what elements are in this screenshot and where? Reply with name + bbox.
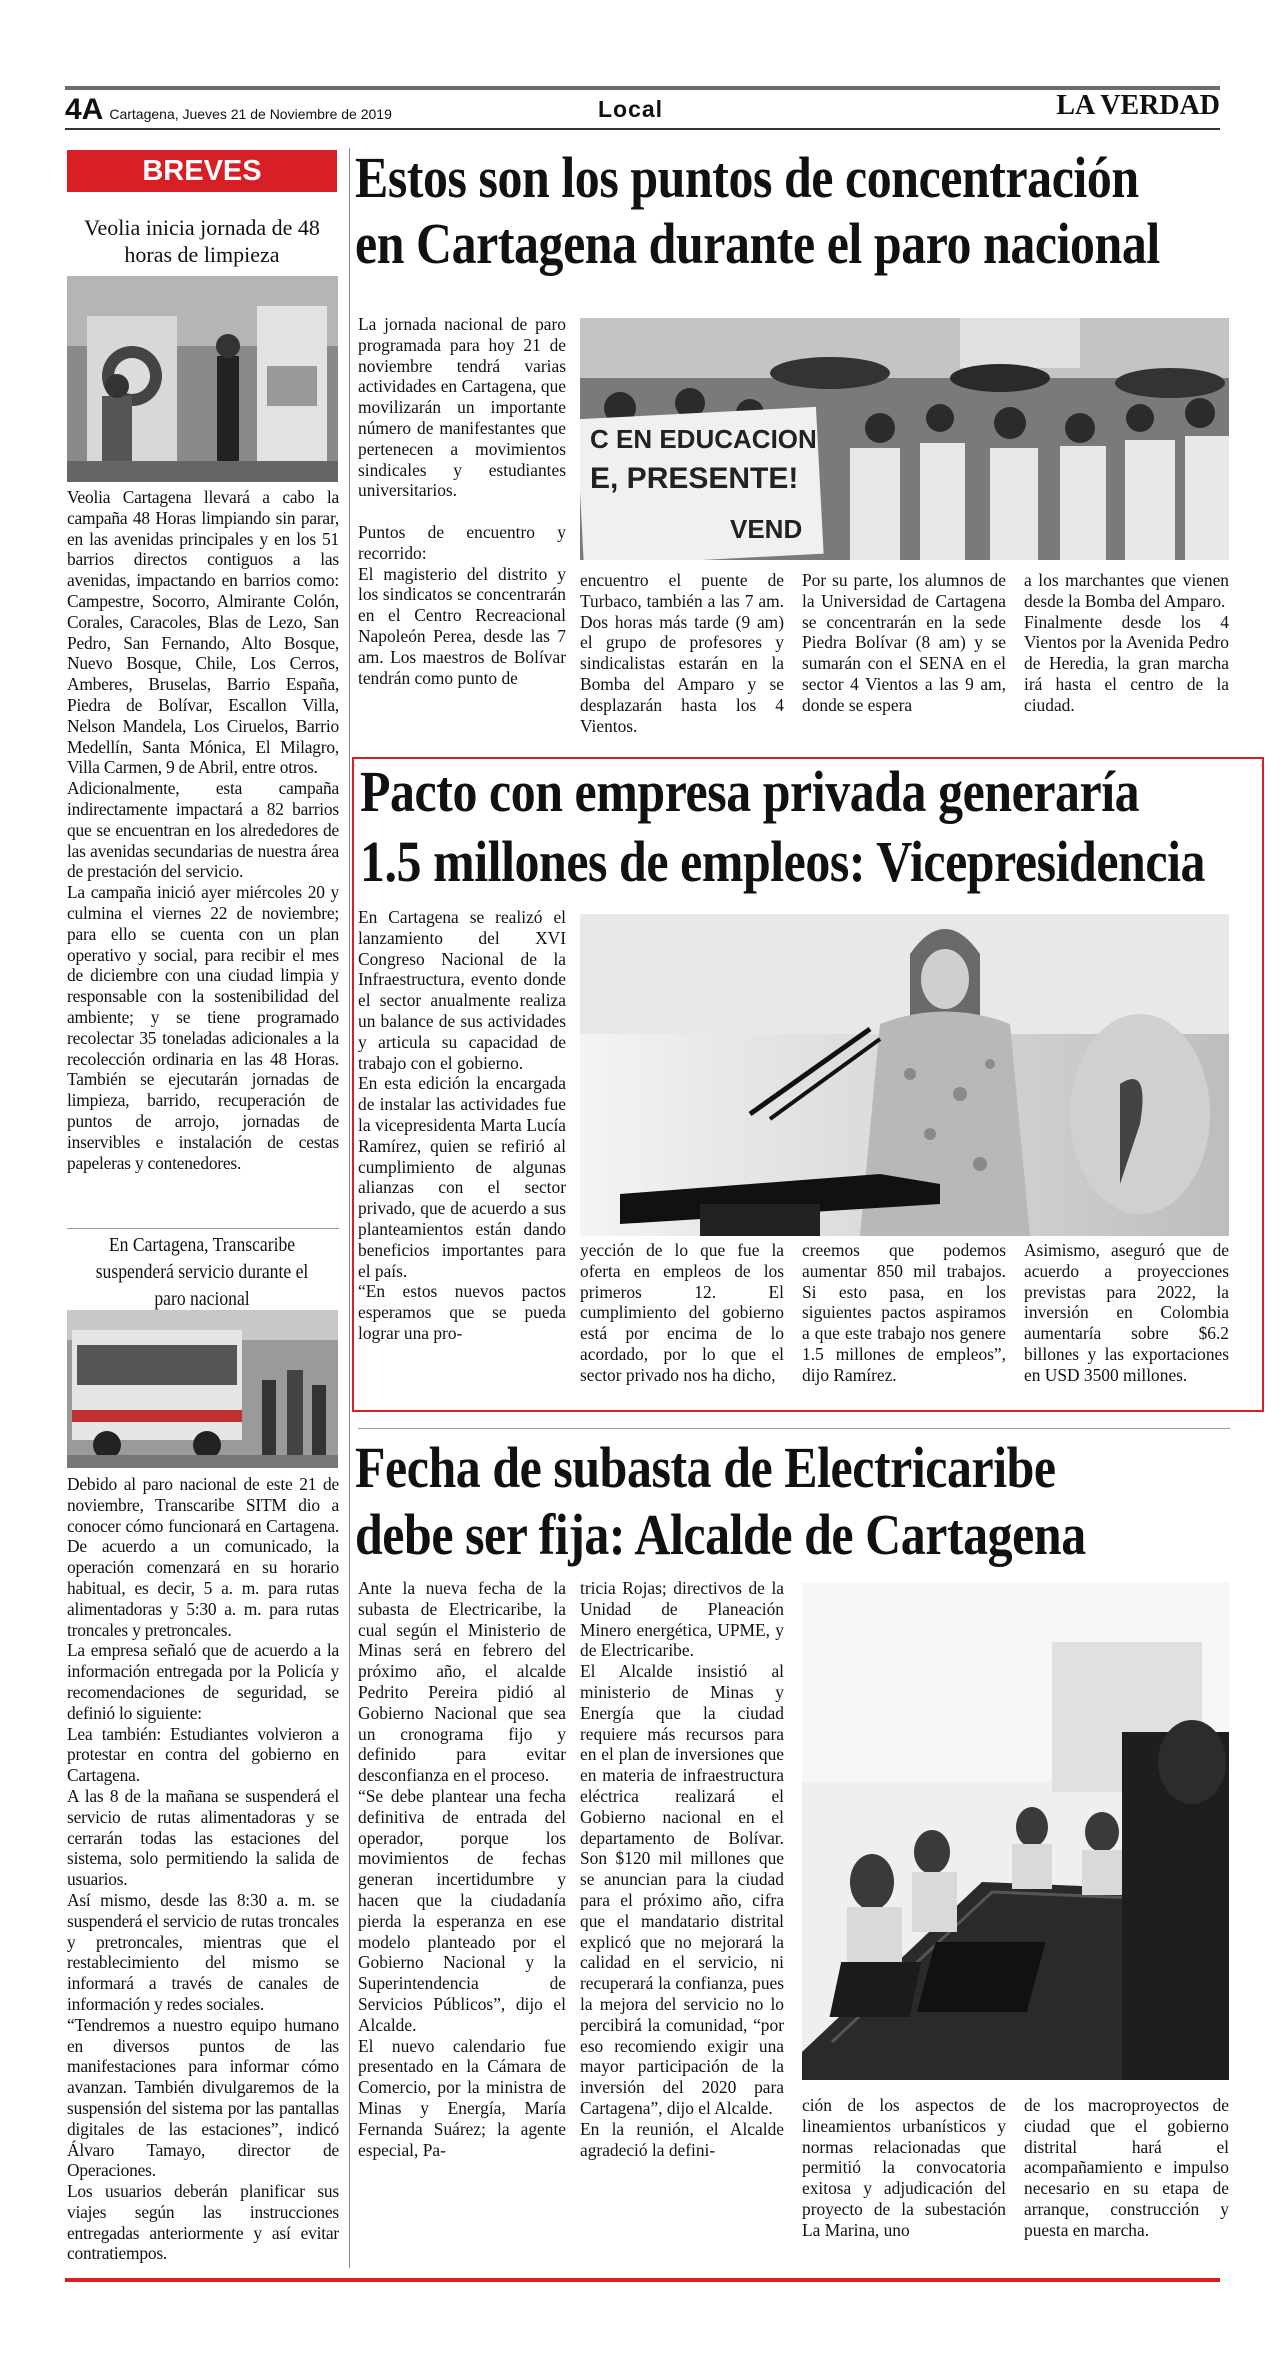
date-text: Cartagena, Jueves 21 de Noviembre de 2019 bbox=[109, 106, 392, 122]
banner-text-3: VEND bbox=[730, 514, 803, 544]
brief-2-title: En Cartagena, Transcaribe suspenderá servicio durante el paro nacional bbox=[95, 1234, 309, 1310]
newspaper-name: LA VERDAD bbox=[1056, 90, 1220, 121]
banner-text-2: E, PRESENTE! bbox=[590, 462, 799, 495]
article-3-lead-column: Ante la nueva fecha de la subasta de Electricaribe, la cual según el Ministerio de Minas será en febrero del próximo año, el alcalde Pedrito Pereira pidió al Gobierno Nacional que sea un cronograma fijo y definido para evitar desconfianza en el proceso. “Se debe plantear una fecha definitiva de entrada del operador, porque los movimientos de fechas generan incertidumbre y hacen que la ciudadanía pierda la esperanza en ese modelo planteado por el Gobierno Nacional y la Superintendencia de Servicios Públicos”, dijo el Alcalde. El nuevo calendario fue presentado en la Cámara de Comercio, por la ministra de Minas y Energía, María Fernanda Suárez; la agente especial, Pa- bbox=[358, 1578, 566, 2160]
section-label: Local bbox=[598, 96, 664, 122]
article-3-column-4: de los macroproyectos de ciudad que el gobierno distrital hará el acompañamiento e impulso necesario en su etapa de arranque, construcción y puesta en marcha. bbox=[1024, 2095, 1229, 2240]
brief-1-photo bbox=[67, 276, 338, 482]
page-number: 4A bbox=[65, 93, 104, 126]
header-rule bbox=[65, 128, 1220, 130]
article-2-column-4: Asimismo, aseguró que de acuerdo a proyecciones previstas para 2022, la inversión en Colombia aumentaría sobre $6.2 billones y las exportaciones en USD 3500 millones. bbox=[1024, 1240, 1229, 1385]
article-2-lead-column: En Cartagena se realizó el lanzamiento del XVI Congreso Nacional de la Infraestructura, evento donde el sector anualmente realiza un balance de sus actividades y articula su capacidad de trabajo con el gobierno. En esta edición la encargada de instalar las actividades fue la vicepresidenta Marta Lucía Ramírez, quien se refirió al cumplimiento de algunas alianzas con el sector privado, que de acuerdo a sus planteamientos están dando beneficios importantes para el país. “En estos nuevos pactos esperamos que se pueda lograr una pro- bbox=[358, 907, 566, 1343]
article-3-top-rule bbox=[358, 1428, 1230, 1429]
article-3-photo bbox=[802, 1582, 1229, 2080]
article-2-headline-line-2: 1.5 millones de empleos: Vicepresidencia bbox=[360, 829, 1206, 894]
article-1-headline-line-2: en Cartagena durante el paro nacional bbox=[355, 211, 1160, 276]
article-1-lead-column: La jornada nacional de paro programada para hoy 21 de noviembre tendrá varias actividades en Cartagena, que movilizarán un importante número de manifestantes que pertenecen a movimientos sindicales y estudiantes universitarios. Puntos de encuentro y recorrido: El magisterio del distrito y los sindicatos se concentrarán en el Centro Recreacional Napoleón Perea, desde las 7 am. Los maestros de Bolívar tendrán como punto de bbox=[358, 314, 566, 688]
column-divider bbox=[349, 148, 350, 2268]
brief-1-body: Veolia Cartagena llevará a cabo la campaña 48 Horas limpiando sin parar, en las avenidas principales y en los 51 barrios directos contiguos a las avenidas, impactando en barrios como: Campestre, Socorro, Almirante Colón, Corales, Caracoles, Blas de Lezo, San Pedro, San Fernando, Alto Bosque, Nuevo Bosque, Chile, Los Cerros, Amberes, Bruselas, Barrio España, Piedra de Bolívar, Escallon Villa, Nelson Mandela, Los Ciruelos, Barrio Medellín, Santa Mónica, El Milagro, Villa Carmen, 9 de Abril, entre otros. Adicionalmente, esta campaña indirectamente impactará a 82 barrios que se encuentran en los alrededores de las avenidas secundarias de nuestra área de prestación del servicio. La campaña inició ayer miércoles 20 y culmina el viernes 22 de noviembre; para ello se cuenta con un plan operativo y social, para recibir el mes de diciembre con una ciudad limpia y responsable con la sostenibilidad del ambiente; y se tiene programado recolectar 35 toneladas adicionales a la recolección ordinaria en las 48 Horas. También se ejecutarán jornadas de limpieza, barrido, recuperación de puntos de arrojo, jornadas de inservibles e instalación de cestas papeleras y contenedores. bbox=[67, 487, 339, 1173]
article-2-photo bbox=[580, 914, 1229, 1236]
article-1-headline-line-1: Estos son los puntos de concentración bbox=[355, 145, 1139, 210]
breves-label: BREVES bbox=[67, 150, 337, 192]
article-3-headline-line-2: debe ser fija: Alcalde de Cartagena bbox=[355, 1502, 1086, 1567]
article-1-column-4: a los marchantes que vienen desde la Bomba del Amparo. Finalmente desde los 4 Vientos por la Avenida Pedro de Heredia, la gran marcha irá hasta el centro de la ciudad. bbox=[1024, 570, 1229, 715]
article-1-column-3: Por su parte, los alumnos de la Universidad de Cartagena se concentrarán en la sede Piedra Bolívar (8 am) y se sumarán con el SENA en el sector 4 Vientos a las 9 am, donde se espera bbox=[802, 570, 1006, 715]
brief-2-body: Debido al paro nacional de este 21 de noviembre, Transcaribe SITM dio a conocer cómo funcionará en Cartagena. De acuerdo a un comunicado, la operación comenzará en su horario habitual, es decir, 5 a. m. para rutas alimentadoras y 5:30 a. m. para rutas troncales y pretroncales. La empresa señaló que de acuerdo a la información entregada por la Policía y recomendaciones de seguridad, se definió lo siguiente: Lea también: Estudiantes volvieron a protestar en contra del gobierno en Cartagena. A las 8 de la mañana se suspenderá el servicio de rutas alimentadoras y se cerrarán todas las estaciones del sistema, solo permitiendo la salida de usuarios. Así mismo, desde las 8:30 a. m. se suspenderá el servicio de rutas troncales y pretroncales, mientras que el restablecimiento del mismo se informará a través de canales de información y redes sociales. “Tendremos a nuestro equipo humano en diversos puntos de las manifestaciones para informar cómo avanzan. También divulgaremos de la suspensión del sistema por las pantallas digitales de las estaciones”, indicó Álvaro Tamayo, director de Operaciones. Los usuarios deberán planificar sus viajes según las instrucciones entregadas anteriormente y así evitar contratiempos. bbox=[67, 1474, 339, 2264]
top-rule bbox=[65, 86, 1220, 90]
bottom-rule bbox=[65, 2278, 1220, 2282]
brief-2-photo bbox=[67, 1310, 338, 1468]
page-dateline bbox=[65, 93, 392, 127]
article-2-column-3: creemos que podemos aumentar 850 mil trabajos. Si esto pasa, en los siguientes pactos aspiramos a que este trabajo nos genere 1.5 millones de empleos”, dijo Ramírez. bbox=[802, 1240, 1006, 1385]
article-3-headline-line-1: Fecha de subasta de Electricaribe bbox=[355, 1435, 1056, 1500]
article-3-column-3: ción de los aspectos de lineamientos urbanísticos y normas relacionadas que permitió la convocatoria exitosa y adjudicación del proyecto de la subestación La Marina, uno bbox=[802, 2095, 1006, 2240]
article-3-column-2: tricia Rojas; directivos de la Unidad de Planeación Minero energética, UPME, y de Electricaribe. El Alcalde insistió al ministerio de Minas y Energía que la ciudad requiere más recursos para en el plan de inversiones que en materia de infraestructura eléctrica realizará el Gobierno nacional en el departamento de Bolívar. Son $120 mil millones que se anuncian para la ciudad para el próximo año, cifra que el mandatario distrital explicó que no mejorará la calidad en el servicio, ni recuperará la confianza, pues la mejora del servicio no lo percibirá la comunidad, “por eso recomiendo exigir una mayor participación de la inversión del 2020 para Cartagena”, dijo el Alcalde. En la reunión, el Alcalde agradeció la defini- bbox=[580, 1578, 784, 2160]
brief-1-title: Veolia inicia jornada de 48 horas de limpieza bbox=[84, 215, 320, 267]
banner-text-1: C EN EDUCACION bbox=[590, 424, 817, 454]
article-2-headline-line-1: Pacto con empresa privada generaría bbox=[360, 759, 1140, 824]
brief-divider bbox=[67, 1228, 339, 1229]
article-1-photo bbox=[580, 318, 1229, 560]
article-1-column-2: encuentro el puente de Turbaco, también a las 7 am. Dos horas más tarde (9 am) el grupo de profesores y sindicalistas estarán en la Bomba del Amparo y se desplazarán hasta los 4 Vientos. bbox=[580, 570, 784, 736]
article-2-column-2: yección de lo que fue la oferta en empleos de los primeros 12. El cumplimiento del gobierno está por encima de lo acordado, por lo que el sector privado nos ha dicho, bbox=[580, 1240, 784, 1385]
